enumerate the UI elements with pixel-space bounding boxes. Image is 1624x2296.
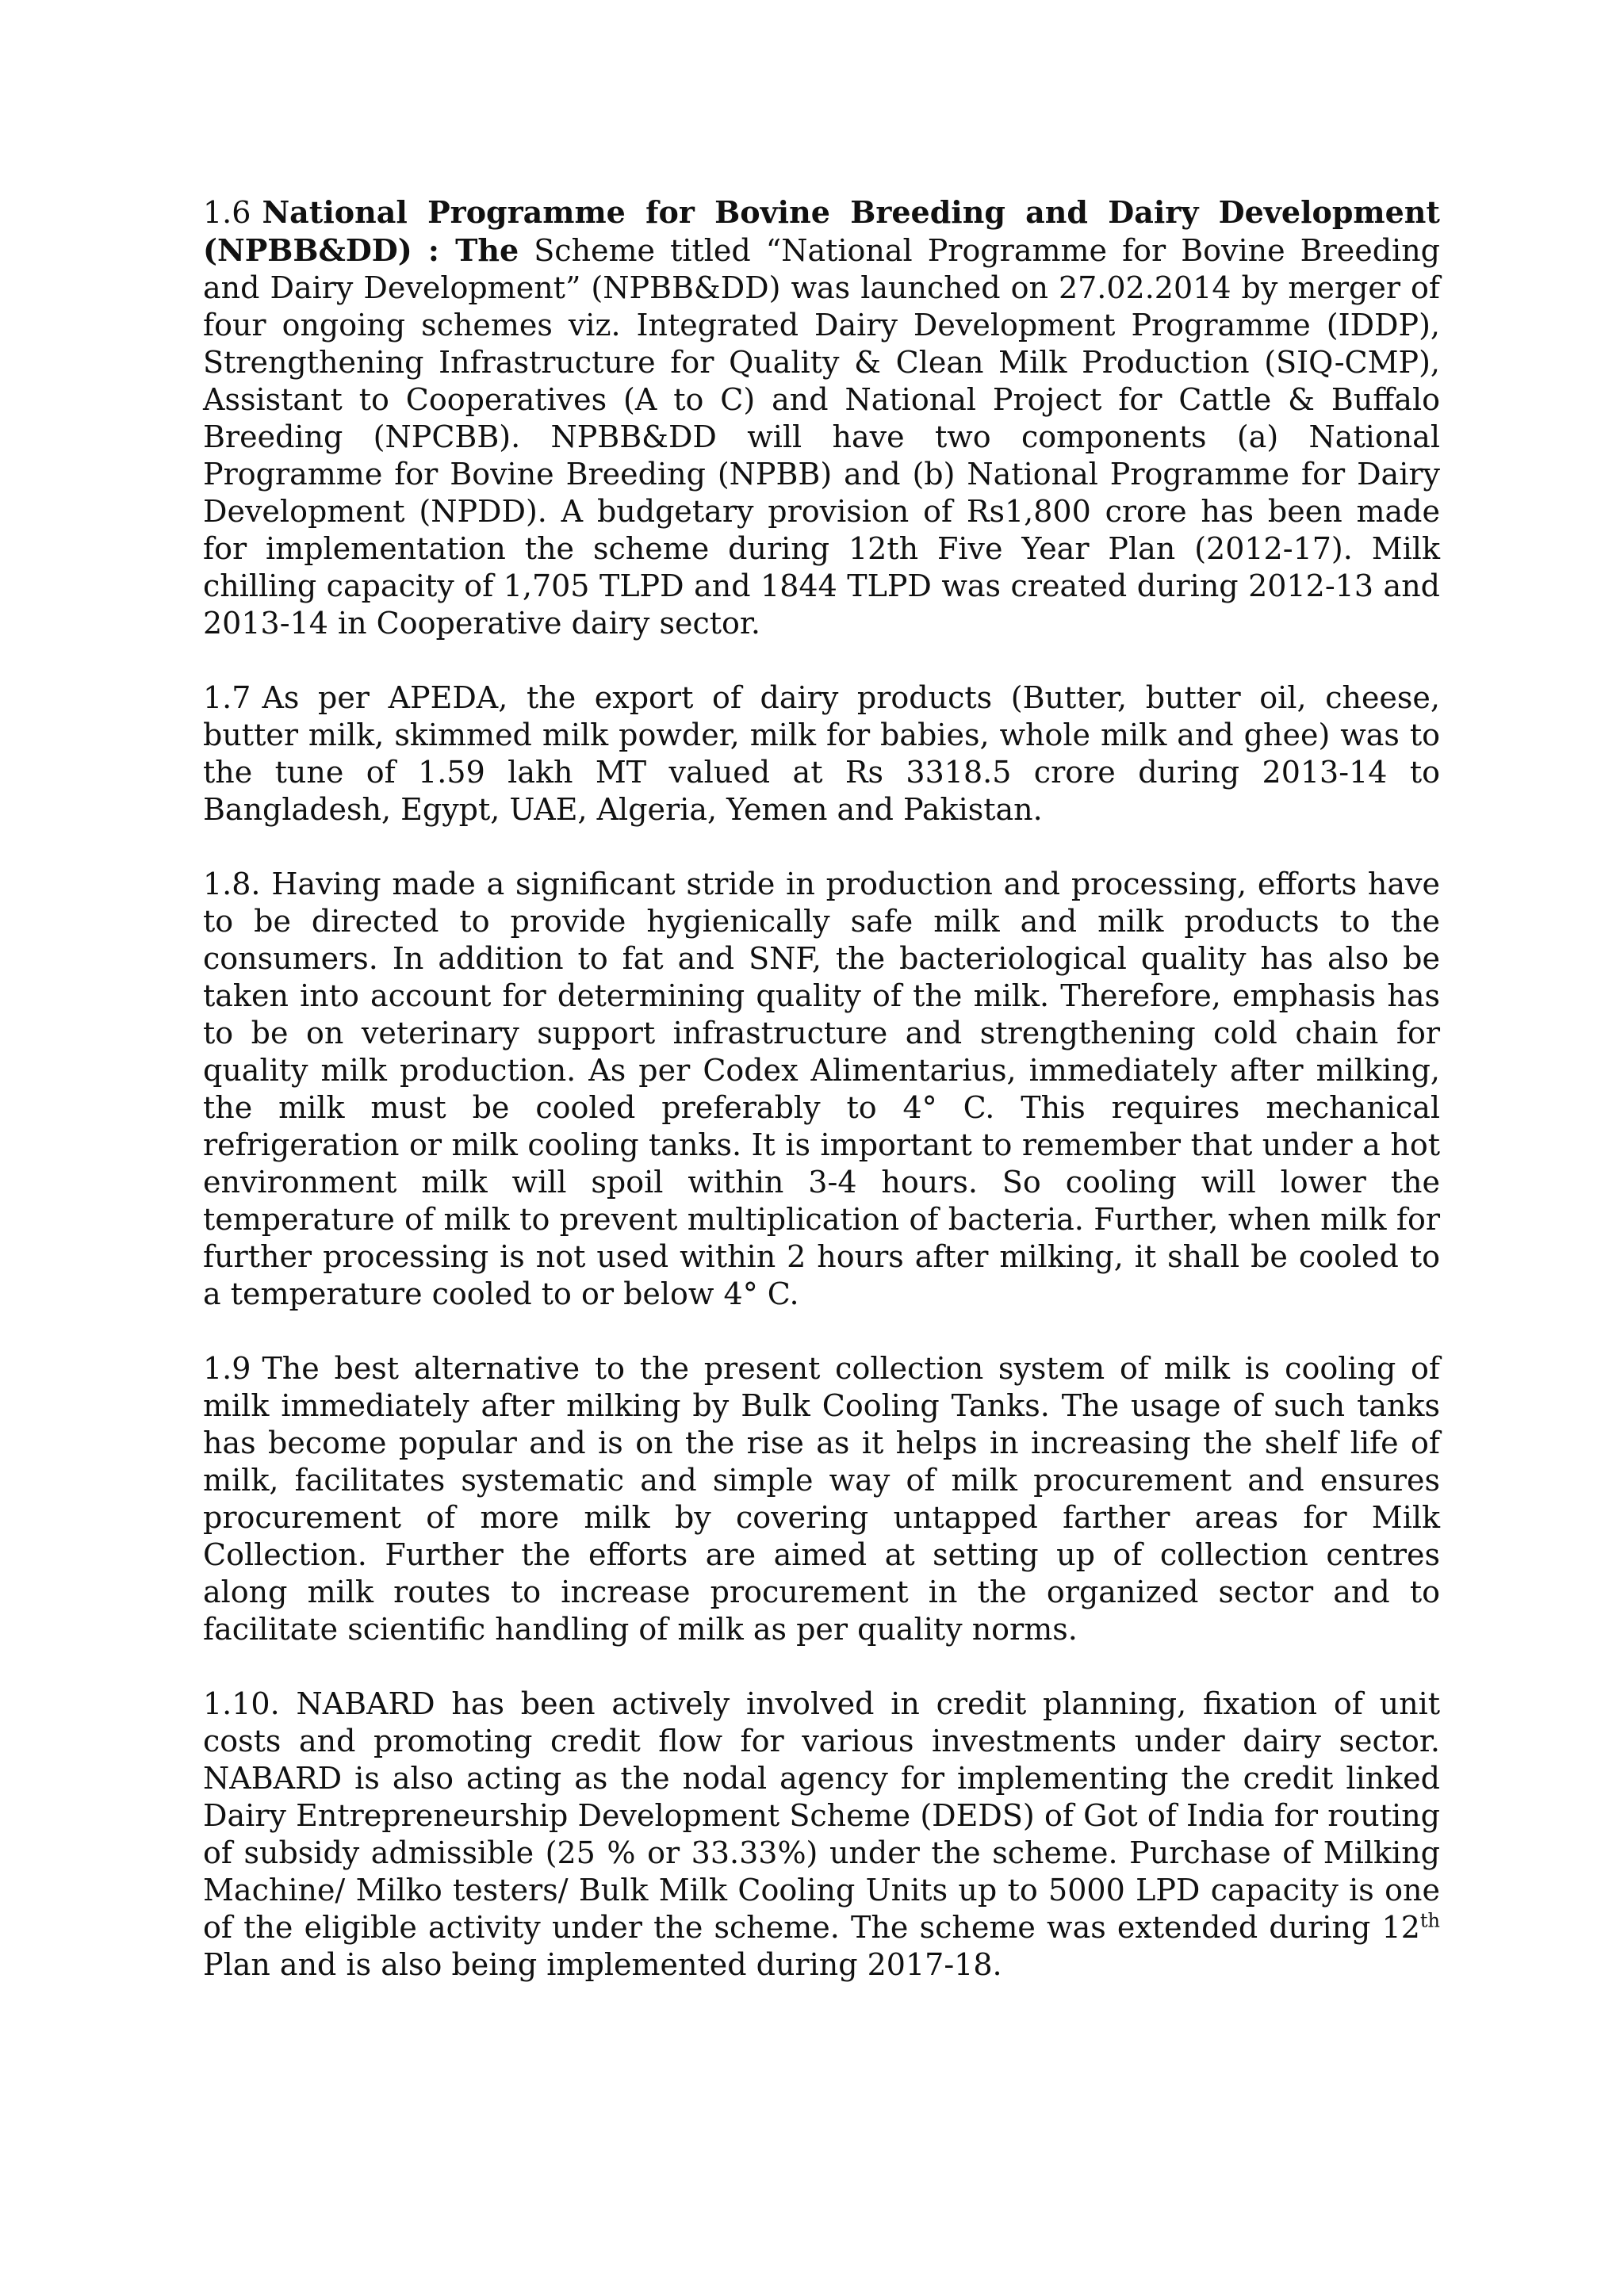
section-1-7 [203,679,1440,828]
section-1-9 [203,1350,1440,1648]
section-body: NABARD has been actively involved in credit planning, fixation of unit costs and promoting credit flow for various investments under dairy sector. NABARD is also acting as the nodal agency for implementing the credit linked Dairy Entrepreneurship Development Scheme (DEDS) of Got of India for routing of subsidy admissible (25 % or 33.33%) under the scheme. Purchase of Milking Machine/ Milko testers/ Bulk Milk Cooling Units up to 5000 LPD capacity is one of the eligible activity under the scheme. The scheme was extended during 12 [203,1686,1440,1945]
section-body: Scheme titled “National Programme for Bovine Breeding and Dairy Development” (NPBB&DD) was launched on 27.02.2014 by merger of four ongoing schemes viz. Integrated Dairy Development Programme (IDDP), Strengthening Infrastructure for Quality & Clean Milk Production (SIQ-CMP), Assistant to Cooperatives (A to C) and National Project for Cattle & Buffalo Breeding (NPCBB). NPBB&DD will have two components (a) National Programme for Bovine Breeding (NPBB) and (b) National Programme for Dairy Development (NPDD). A budgetary provision of Rs1,800 crore has been made for implementation the scheme during 12th Five Year Plan (2012-17). Milk chilling capacity of 1,705 TLPD and 1844 TLPD was created during 2012-13 and 2013-14 in Cooperative dairy sector. [203,233,1440,641]
section-1-8 [203,866,1440,1313]
ordinal-superscript: th [1419,1909,1440,1932]
section-number: 1.7 [203,680,251,715]
section-number: 1.10. [203,1686,280,1721]
section-body: The best alternative to the present collection system of milk is cooling of milk immediately after milking by Bulk Cooling Tanks. The usage of such tanks has become popular and is on the rise as it helps in increasing the shelf life of milk, facilitates systematic and simple way of milk procurement and ensures procurement of more milk by covering untapped farther areas for Milk Collection. Further the efforts are aimed at setting up of collection centres along milk routes to increase procurement in the organized sector and to facilitate scientific handling of milk as per quality norms. [203,1351,1440,1647]
section-1-6 [203,193,1440,642]
section-1-10 [203,1686,1440,1984]
section-body: As per APEDA, the export of dairy products (Butter, butter oil, cheese, butter milk, skimmed milk powder, milk for babies, whole milk and ghee) was to the tune of 1.59 lakh MT valued at Rs 3318.5 crore during 2013-14 to Bangladesh, Egypt, UAE, Algeria, Yemen and Pakistan. [203,680,1440,827]
section-number: 1.9 [203,1351,251,1386]
section-number: 1.6 [203,195,251,230]
section-number: 1.8. [203,867,261,901]
section-body: Having made a significant stride in production and processing, efforts have to be directed to provide hygienically safe milk and milk products to the consumers. In addition to fat and SNF, the bacteriological quality has also be taken into account for determining quality of the milk. Therefore, emphasis has to be on veterinary support infrastructure and strengthening cold chain for quality milk production. As per Codex Alimentarius, immediately after milking, the milk must be cooled preferably to 4° C. This requires mechanical refrigeration or milk cooling tanks. It is important to remember that under a hot environment milk will spoil within 3-4 hours. So cooling will lower the temperature of milk to prevent multiplication of bacteria. Further, when milk for further processing is not used within 2 hours after milking, it shall be cooled to a temperature cooled to or below 4° C. [203,867,1440,1311]
section-body-end: Plan and is also being implemented during 2017-18. [203,1947,1002,1982]
document-page [203,193,1440,2021]
section-heading: National Programme for Bovine Breeding and Dairy Development (NPBB&DD) : The [203,194,1440,268]
